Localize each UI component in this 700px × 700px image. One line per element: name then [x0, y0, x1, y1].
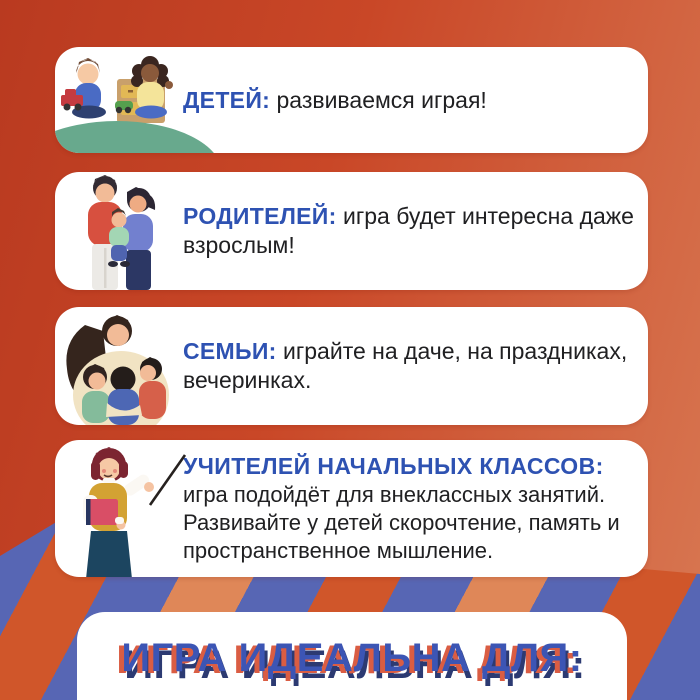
children-playing-illustration: [55, 47, 215, 153]
audience-card-teachers: [55, 440, 648, 577]
audience-card-family: [55, 307, 648, 425]
card-header: РОДИТЕЛЕЙ:: [183, 203, 337, 229]
card-header: ДЕТЕЙ:: [183, 86, 271, 113]
teacher-illustration: [55, 440, 215, 577]
mother-hugging-children-icon: [55, 307, 205, 425]
audience-card-parents: [55, 172, 648, 290]
card-header: УЧИТЕЛЕЙ НАЧАЛЬНЫХ КЛАССОВ:: [183, 453, 604, 479]
card-header: СЕМЬИ:: [183, 338, 277, 364]
family-hug-illustration: [55, 307, 215, 425]
title-card: [77, 612, 627, 700]
card-body: развиваемся играя!: [276, 86, 487, 113]
card-body: играйте на даче, на праздниках, вечеринках.: [183, 338, 628, 393]
teacher-with-pointer-icon: [55, 440, 215, 577]
family-illustration: [55, 172, 215, 290]
kids-playing-icon: [55, 47, 215, 153]
card-body: игра будет интересна даже взрослым!: [183, 203, 634, 258]
poster-title: ИГРА ИДЕАЛЬНА ДЛЯ:: [121, 636, 583, 680]
family-with-baby-icon: [55, 172, 205, 290]
card-body: игра подойдёт для внеклассных занятий. Развивайте у детей скорочтение, память и пространственное мышление.: [183, 482, 620, 563]
audience-card-children: [55, 47, 648, 153]
